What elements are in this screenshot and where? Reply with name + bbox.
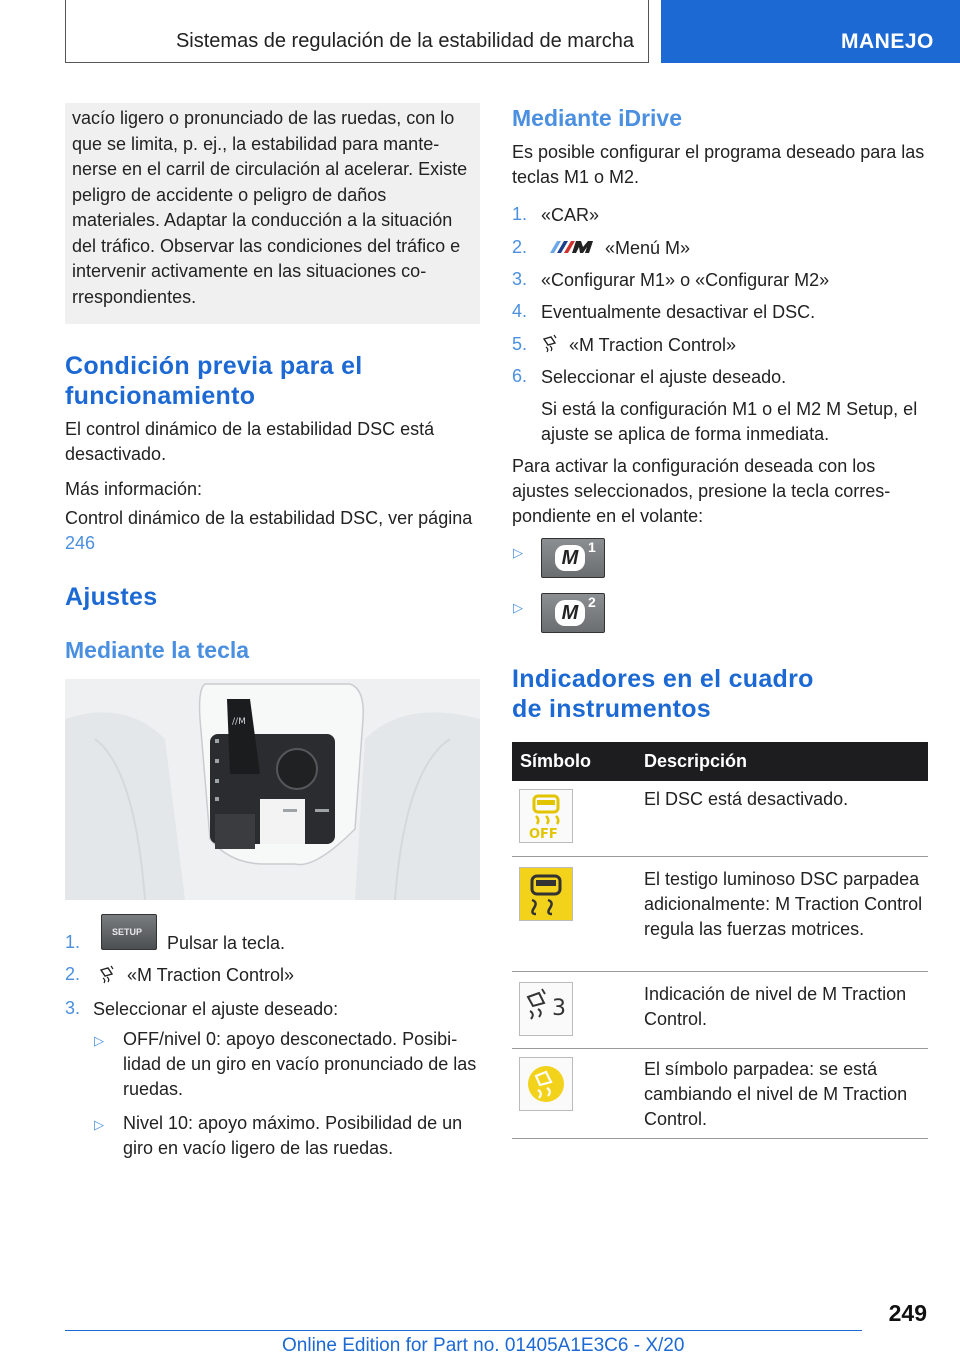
step-number: 2.	[512, 237, 528, 257]
indicators-heading-line2: de instrumentos	[512, 695, 711, 723]
bullet-marker: ▷	[94, 1033, 104, 1048]
step-text: «Menú M»	[605, 238, 691, 258]
settings-heading: Ajustes	[65, 583, 158, 611]
svg-text:OFF: OFF	[529, 827, 558, 842]
button-subheading: Mediante la tecla	[65, 637, 250, 663]
level-number: 3	[552, 996, 566, 1021]
step-text: Seleccionar el ajuste deseado.	[541, 367, 787, 387]
indicators-heading-line1: Indicadores en el cuadro	[512, 665, 814, 693]
section-title: Sistemas de regulación de la estabilidad de marcha	[175, 30, 634, 52]
page-ref-link[interactable]: 246	[65, 533, 96, 553]
m-traction-changing-icon	[519, 1057, 573, 1111]
prereq-heading	[65, 351, 363, 411]
step-number: 2.	[65, 964, 81, 984]
table-row	[512, 781, 928, 857]
idrive-intro: Es posible configurar el programa deseado para las teclas M1 o M2.	[512, 142, 925, 187]
indicators-table	[512, 742, 928, 1139]
chapter-tab[interactable]	[661, 0, 960, 63]
m1-button-icon	[541, 538, 605, 578]
step-text: «M Traction Control»	[127, 965, 295, 985]
step-number: 1.	[512, 204, 528, 224]
step-text: Eventualmente desactivar el DSC.	[541, 302, 816, 322]
m2-number: 2	[588, 594, 596, 610]
idrive-subheading: Mediante iDrive	[512, 105, 682, 131]
row-description: El testigo luminoso DSC parpadea adicionalmente: M Traction Control regula las fuerzas motrices.	[644, 869, 923, 939]
prereq-para3	[65, 506, 475, 556]
step-text: «M Traction Control»	[569, 335, 737, 355]
m1-letter: M	[555, 545, 585, 571]
indicators-heading	[512, 664, 814, 724]
bullet-marker: ▷	[513, 545, 523, 560]
traction-control-icon	[97, 964, 117, 986]
step-number: 3.	[65, 998, 81, 1018]
step-number: 6.	[512, 366, 528, 386]
prereq-para2: Más información:	[65, 479, 203, 499]
step-number: 4.	[512, 301, 528, 321]
step-text: «CAR»	[541, 205, 600, 225]
chapter-tab-label: MANEJO	[841, 30, 934, 53]
table-row	[512, 857, 928, 972]
header-title-box	[65, 0, 649, 63]
col-symbol-header: Símbolo	[520, 751, 591, 771]
warning-text: vacío ligero o pronunciado de las ruedas, con lo que se limita, p. ej., la estabilidad para mantenerse en el carril de circulación al acelerar. Existe peligro de accidente o peligro de daños materiales. Adaptar la conducción a la situación del tráfico. Observar las condiciones del tráfico e intervenir activamente en las situaciones correspondientes.	[72, 108, 468, 307]
m2-letter: M	[555, 600, 585, 626]
footer-divider	[65, 1330, 862, 1331]
setup-button-icon	[101, 914, 157, 950]
step-number: 1.	[65, 932, 81, 952]
warning-box	[65, 103, 480, 324]
table-row	[512, 1049, 928, 1139]
dsc-off-icon	[519, 789, 573, 843]
table-row	[512, 972, 928, 1049]
bullet-marker: ▷	[513, 600, 523, 615]
page-number: 249	[888, 1300, 927, 1326]
step-number: 3.	[512, 269, 528, 289]
step-text: Seleccionar el ajuste deseado:	[93, 999, 339, 1019]
center-console-photo	[65, 679, 480, 900]
m-menu-icon	[548, 239, 594, 255]
m-traction-level-icon	[519, 982, 573, 1036]
activate-text: Para activar la configuración deseada con los ajustes seleccionados, presione la tecla correspondiente en el volante:	[512, 456, 891, 526]
prereq-para1: El control dinámico de la estabilidad DSC está desactivado.	[65, 419, 435, 464]
row-description: El DSC está desactivado.	[644, 789, 849, 809]
prereq-para3-text: Control dinámico de la estabilidad DSC, ver página	[65, 508, 473, 528]
prereq-heading-line2: funcionamiento	[65, 382, 256, 410]
traction-control-icon	[540, 333, 560, 355]
bullet-text: Nivel 10: apoyo máximo. Posibilidad de un giro en vacío ligero de las ruedas.	[123, 1113, 463, 1158]
table-header	[512, 742, 928, 781]
row-description: Indicación de nivel de M Traction Control.	[644, 984, 907, 1029]
prereq-heading-line1: Condición previa para el	[65, 352, 363, 380]
row-description: El símbolo parpadea: se está cambiando el nivel de M Traction Control.	[644, 1059, 908, 1129]
col-desc-header: Descripción	[644, 751, 748, 771]
m1-number: 1	[588, 539, 596, 555]
svg-text://M: //M	[232, 717, 246, 727]
step-text: «Configurar M1» o «Configurar M2»	[541, 270, 830, 290]
dsc-flashing-icon	[519, 867, 573, 921]
step6-note: Si está la configuración M1 o el M2 M Setup, el ajuste se aplica de forma inmediata.	[541, 399, 918, 444]
bullet-marker: ▷	[94, 1117, 104, 1132]
m2-button-icon	[541, 593, 605, 633]
setup-button-label: SETUP	[112, 927, 143, 937]
footer-edition: Online Edition for Part no. 01405A1E3C6 - X/20	[282, 1335, 685, 1356]
step-number: 5.	[512, 334, 528, 354]
bullet-text: OFF/nivel 0: apoyo desconectado. Posibilidad de un giro en vacío pronunciado de las ruedas.	[123, 1029, 477, 1099]
step-text: Pulsar la tecla.	[167, 933, 286, 953]
